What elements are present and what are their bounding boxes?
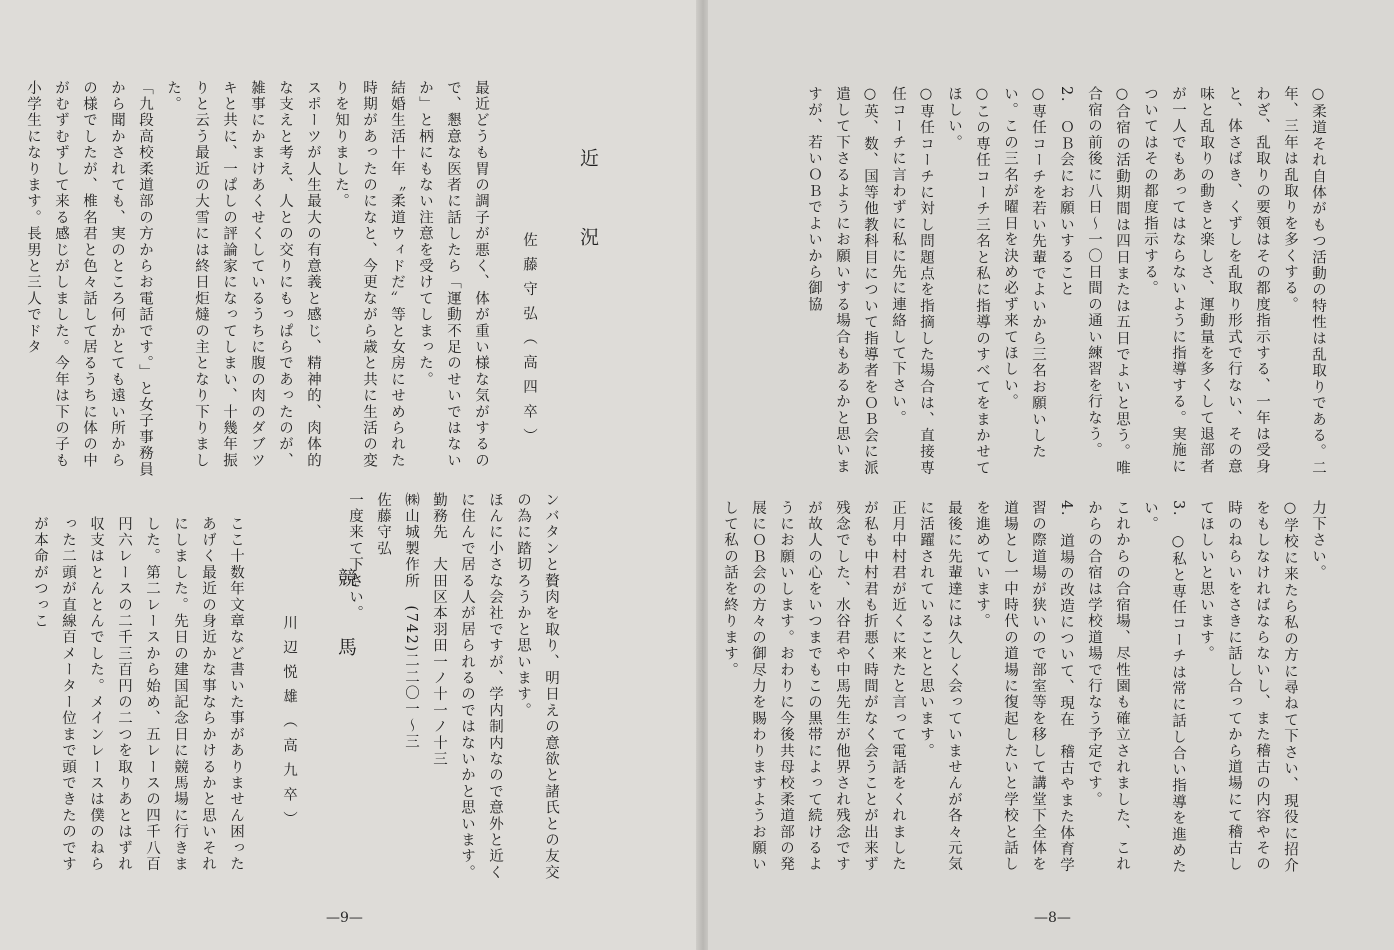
page-number-left: —9— (326, 910, 363, 926)
paragraph: ○この専任コーチ三名と私に指導のすべてをまかせてほしい。 (946, 86, 990, 477)
signature-name: 佐藤守弘 (375, 492, 391, 557)
keiba-body (26, 516, 250, 886)
paragraph: ○英、数、国等他教科目について指導者をＯＢ会に派遣して下さるようにお願いする場合もあるかと思いますが、若いＯＢでよいから御協 (806, 86, 878, 477)
paragraph: 一度来て下さい。 (347, 492, 363, 622)
kinkyo-body-top (19, 80, 495, 480)
article-author-kawabe: 川辺悦雄（高九卒） (281, 615, 297, 836)
paragraph: 「九段高校柔道部の方からお電話です。」と女子事務員から聞かされても、実のところ何かとても遠い所からの様でしたが、椎名君と色々話して居るうちに体の中がむずむずして来る感じがしました。今年は下の子も小学生になります。長男と三人でドタ (25, 80, 153, 478)
paragraph: ここ十数年文章など書いた事がありません困ったあげく最近の身近かな事ならかけるかと思いそれにしました。先日の建国記念日に競馬場に行きました。第二レースから始め、五レースの四千八百円六レースの二千三百円の二つを取りあとはずれ収支はとんとんでした。メインレースは僕のねらった二頭が直線百メーター位まで頭できたのですが本命がつっこ (32, 516, 244, 873)
paragraph: これからの合宿場、尽性園も確立されました、これからの合宿は学校道場で行なう予定です。 (1086, 500, 1130, 873)
paragraph: ○合宿の活動期間は四日または五日でよいと思う。唯合宿の前後に八日〜一〇日間の通い練習を行なう。 (1086, 86, 1130, 477)
article-title-keiba: 競馬 (335, 568, 357, 706)
paragraph: 結婚生活十年〝柔道ウィドだ〟等と女房にせめられた時期があったのになと、今更ながら歳と共に生活の変りを知りました。 (333, 80, 405, 469)
paragraph: ○専任コーチを若い先輩でよいから三名お願いしたい。この三名が曜日を決め必ず来てほしい。 (1002, 86, 1046, 461)
paragraph: わざ、乱取りの要領はその都度指示する、一年は受身と、体さばき、くずしを乱取り形式で行ない、その意味と乱取りの動きと楽しさ、運動量を多くして退部者が一人でもあってはならないように指導する。実施についてはその都度指示する。 (1142, 86, 1270, 475)
paragraph: 正月中村君が近くに来たと言って電話をくれましたが私も中村君も折悪く時間がなく会うことが出来ず残念でした、水谷君や中馬先生が他界され残念ですが故人の心をいつまでもこの黒帯によって続けるようにお願いします。おわりに今後共母校柔道部の発展にＯＢ会の方々の御尽力を賜わりますようお願いして私の話を終ります。 (722, 500, 906, 873)
article-author-sato: 佐藤守弘（高四卒） (521, 232, 537, 453)
company-phone: ㈱山城製作所 (742)二二〇一〜三 (403, 492, 419, 751)
work-address: 勤務先 大田区本羽田一ノ十一ノ十三 (431, 492, 447, 768)
section-heading: 2. ＯＢ会にお願いすること (1058, 86, 1074, 298)
paragraph: ○柔道それ自体がもつ活動の特性は乱取りである。二年、三年は乱取りを多くする。 (1282, 86, 1326, 477)
right-body-bottom (716, 500, 1332, 886)
article-title-kinkyo: 近況 (577, 148, 599, 306)
paragraph: ○専任コーチに対し問題点を指摘した場合は、直接専任コーチに言わずに私に先に連絡して下さい。 (890, 86, 934, 477)
section-3: 3. ○私と専任コーチは常に話し合い指導を進めたい。 (1142, 500, 1186, 876)
paragraph: 最後に先輩達には久しく会っていませんが各々元気に活躍されていることと思います。 (918, 500, 962, 873)
paragraph: 力下さい。 (1310, 500, 1326, 581)
kinkyo-body-bottom (341, 492, 565, 882)
paragraph: ○学校に来たら私の方に尋ねて下さい、現役に招介をもしなければならないし、また稽古の内容やその時のねらいをさきに話し合ってから道場にて稽古してほしいと思います。 (1198, 500, 1298, 875)
paragraph: 最近どうも胃の調子が悪く、体が重い様な気がするので、懇意な医者に話したら「運動不足のせいではないか」と柄にもない注意を受けてしまった。 (417, 80, 489, 469)
paragraph: ンバタンと贅肉を取り、明日えの意欲と諸氏との友交の為に踏切ろうかと思います。 (515, 492, 559, 881)
right-body-top (800, 86, 1332, 480)
right-page (708, 0, 1394, 950)
section-4: 4. 道場の改造について、現在 稽古やまた体育学習の際道場が狭いので部室等を移して講堂下全体を道場とし一中時代の道場に復起したいと学校と話しを進めています。 (974, 500, 1074, 874)
paragraph: ほんに小さな会社ですが、学内制内なので意外と近くに住んで居る人が居られるのではないかと思います。 (459, 492, 503, 881)
page-number-right: —8— (1034, 910, 1071, 926)
paragraph: スポーツが人生最大の有意義と感じ、精神的、肉体的な支えと考え、人との交りにもっぱらであったのが、雑事にかまけあくせくしているうちに腹の肉のダブツキと共に、一ぱしの評論家になってしまい、十幾年振りと云う最近の大雪には終日炬燵の主となり下りました。 (165, 80, 321, 469)
